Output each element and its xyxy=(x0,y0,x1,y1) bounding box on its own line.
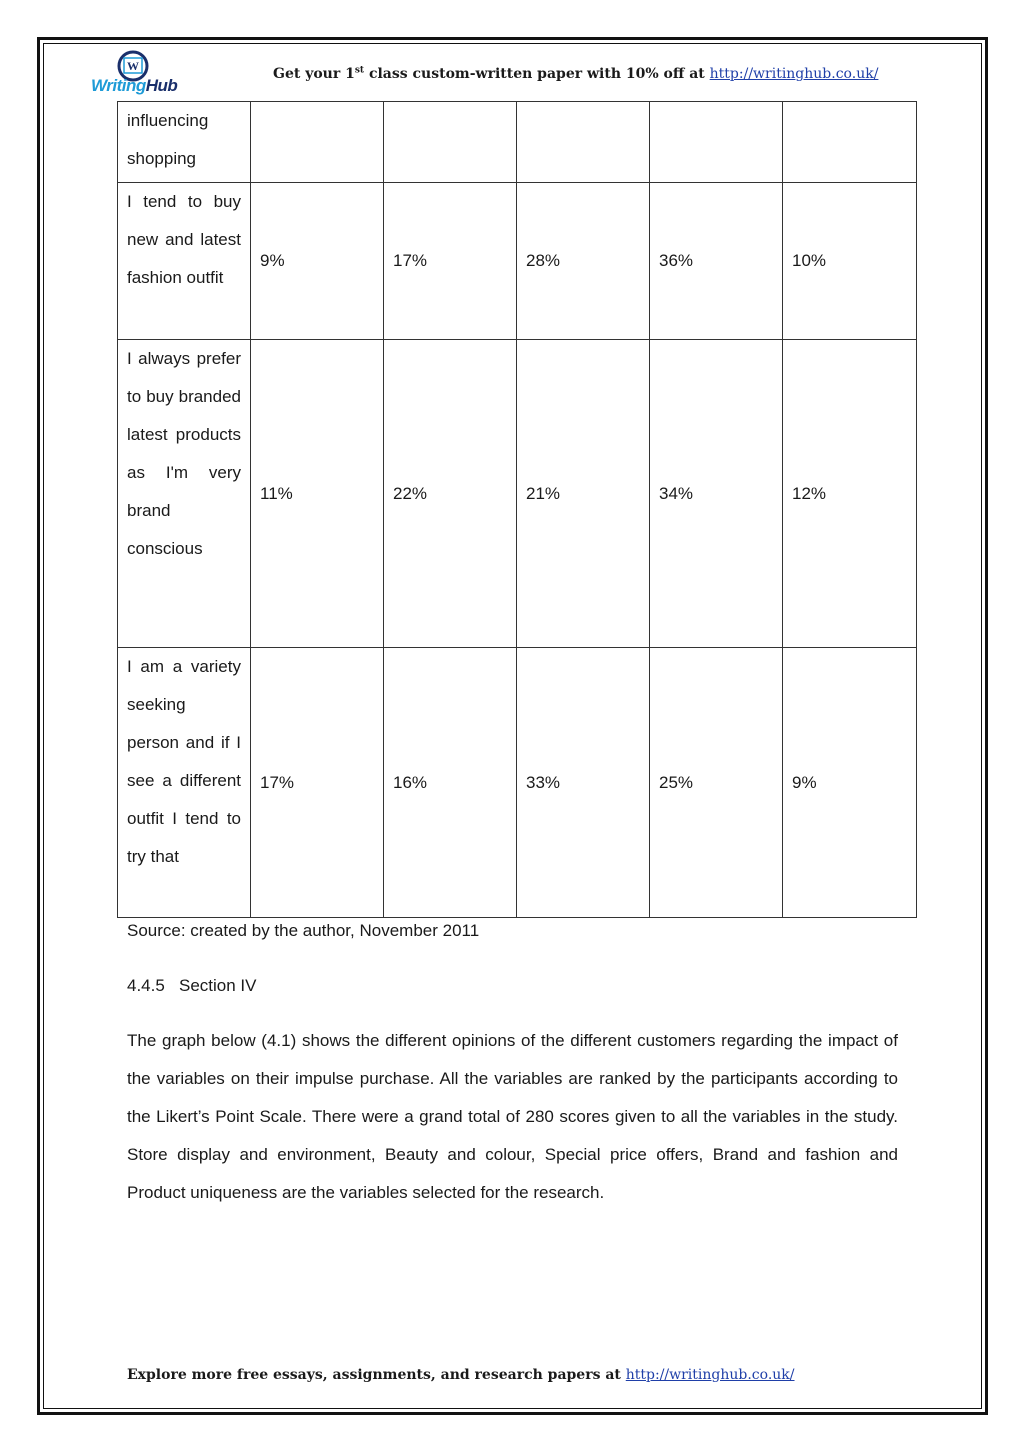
section-heading xyxy=(127,973,256,999)
cell-value: 11% xyxy=(251,340,384,648)
cell-value xyxy=(251,102,384,183)
cell-value xyxy=(384,102,517,183)
cell-value: 12% xyxy=(783,340,917,648)
footer-link[interactable]: http://writinghub.co.uk/ xyxy=(625,1367,795,1383)
table-source-note: Source: created by the author, November 2011 xyxy=(127,921,480,940)
logo-mark: W xyxy=(127,59,139,73)
cell-value: 33% xyxy=(517,648,650,918)
tagline-sup: st xyxy=(354,65,365,76)
cell-value: 21% xyxy=(517,340,650,648)
cell-value xyxy=(517,102,650,183)
cell-value: 9% xyxy=(783,648,917,918)
header-tagline xyxy=(273,66,878,82)
cell-value: 28% xyxy=(517,183,650,340)
cell-value: 10% xyxy=(783,183,917,340)
table-row xyxy=(118,648,917,918)
row-label: influencing shopping xyxy=(118,102,251,183)
row-label: I always prefer to buy branded latest products as I'm very brand conscious xyxy=(118,340,251,648)
footer-text: Explore more free essays, assignments, and research papers at xyxy=(127,1367,626,1383)
table-row xyxy=(118,183,917,340)
footer xyxy=(127,1367,795,1383)
header-link[interactable]: http://writinghub.co.uk/ xyxy=(709,66,879,82)
cell-value: 34% xyxy=(650,340,783,648)
logo-wordmark xyxy=(91,76,177,96)
row-label: I tend to buy new and latest fashion outfit xyxy=(118,183,251,340)
cell-value xyxy=(783,102,917,183)
table-row xyxy=(118,102,917,183)
cell-value xyxy=(650,102,783,183)
cell-value: 17% xyxy=(384,183,517,340)
cell-value: 36% xyxy=(650,183,783,340)
survey-results-table xyxy=(117,101,917,918)
tagline-post: class custom-written paper with 10% off at xyxy=(364,66,710,82)
logo-wordmark-writing: Writing xyxy=(91,76,146,95)
body-paragraph: The graph below (4.1) shows the different opinions of the different customers regarding the impact of the variables on their impulse purchase. All the variables are ranked by the participants according to the Likert’s Point Scale. There were a grand total of 280 scores given to all the variables in the study. Store display and environment, Beauty and colour, Special price offers, Brand and fashion and Product uniqueness are the variables selected for the research. xyxy=(127,1031,898,1202)
section-number: 4.4.5 xyxy=(127,976,165,995)
cell-value: 25% xyxy=(650,648,783,918)
cell-value: 22% xyxy=(384,340,517,648)
cell-value: 9% xyxy=(251,183,384,340)
row-label: I am a variety seeking person and if I see a different outfit I tend to try that xyxy=(118,648,251,918)
cell-value: 17% xyxy=(251,648,384,918)
logo-wordmark-hub: Hub xyxy=(145,76,178,95)
table-row xyxy=(118,340,917,648)
tagline-pre: Get your 1 xyxy=(273,66,355,82)
section-title: Section IV xyxy=(178,976,257,995)
cell-value: 16% xyxy=(384,648,517,918)
